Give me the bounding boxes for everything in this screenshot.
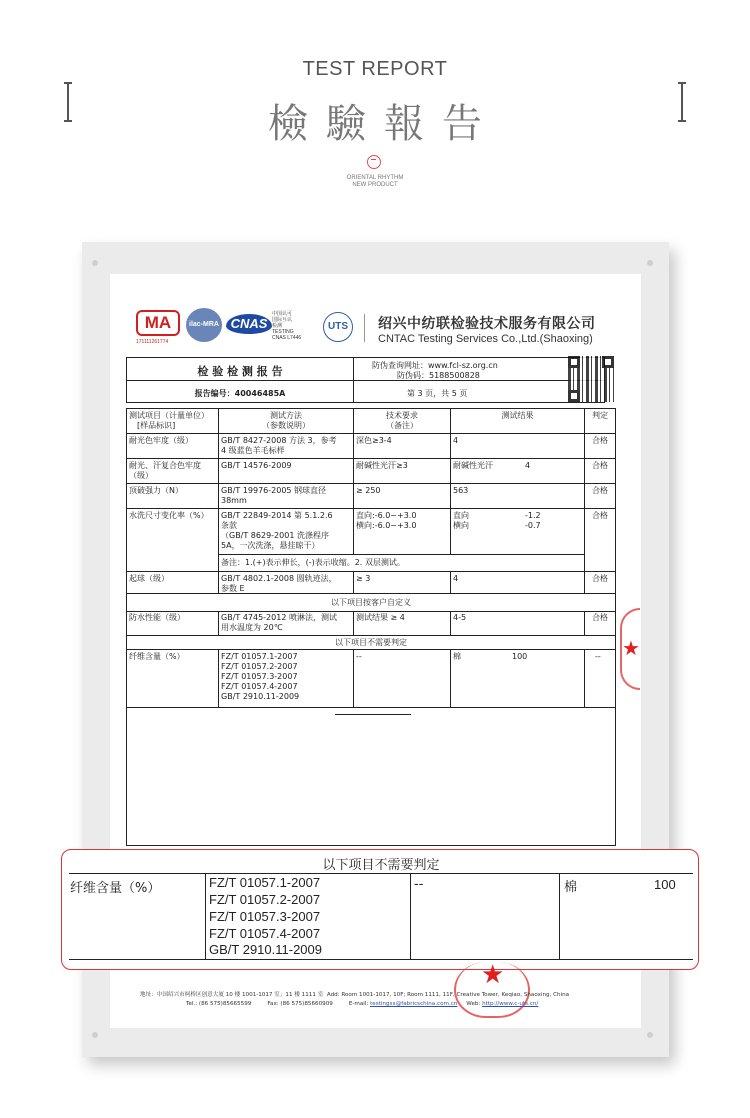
anti-fake-code: 防伪码：5188500828 [397, 371, 480, 380]
table-row-item: 起球（级） [129, 574, 169, 583]
table-row-result: 4-5 [453, 613, 467, 622]
table-row-method: FZ/T 01057.4-2007 [221, 682, 298, 691]
footer-fax: Fax: (86 575)85660909 [267, 1001, 333, 1007]
table-row-requirement: 耐碱性光汗≥3 [356, 461, 408, 470]
zoom-method: FZ/T 01057.1-2007 [209, 875, 321, 890]
screw-icon [647, 1032, 653, 1038]
cnas-caption-line: CNAS L7446 [272, 335, 302, 341]
table-row-result: 4 [453, 574, 459, 583]
report-number-value: 40046485A [234, 389, 286, 398]
col-method-header: 测试方法 [270, 411, 302, 420]
table-row-method: 4 级蓝色羊毛标样 [221, 446, 285, 455]
table-row-method: 38mm [221, 496, 247, 505]
table-row-method: GB/T 19976-2005 钢球直径 [221, 486, 327, 495]
table-row-method: 5A，一次洗涤，悬挂晾干） [221, 541, 320, 550]
company-name-cn: 绍兴中纺联检验技术服务有限公司 [378, 316, 596, 332]
cnas-caption-line: 国际互认 [272, 317, 293, 323]
table-row-result: -1.2 [525, 511, 541, 520]
table-row-item: 纤维含量（%） [129, 652, 185, 661]
star-icon: ★ [622, 636, 640, 660]
table-row-result: -0.7 [525, 521, 541, 530]
test-report-heading: TEST REPORT [302, 58, 448, 80]
table-row-method: GB/T 4802.1-2008 圆轨迹法， [221, 574, 337, 583]
table-row-item: 水洗尺寸变化率（%） [129, 511, 209, 520]
zoom-result: 100 [654, 877, 676, 892]
table-row-requirement: ≥ 3 [356, 574, 371, 583]
footer-email-link[interactable]: testingsx@fabricschina.com.cn [370, 1001, 458, 1007]
table-row-result: 4 [453, 436, 459, 445]
screw-icon [647, 260, 653, 266]
cnas-caption-line: 中国认可 [272, 311, 293, 317]
table-row-requirement: 横向:-6.0~+3.0 [356, 521, 417, 530]
footer-contact [186, 1001, 666, 1007]
table-row-note: 备注：1.(+)表示伸长，(-)表示收缩。2. 双层测试。 [221, 558, 405, 567]
cnas-caption-line: TESTING [272, 329, 294, 335]
brand-line-2: NEW PRODUCT [352, 182, 398, 188]
anti-fake-site: 防伪查询网址：www.fcl-sz.org.cn [372, 361, 498, 370]
table-row-result-label: 耐碱性光汗 [453, 461, 493, 470]
col-judgement-header: 判定 [592, 411, 608, 420]
zoom-section-title: 以下项目不需要判定 [322, 858, 440, 873]
chinese-title: 檢驗報告 [268, 101, 500, 147]
report-number-label: 报告编号： [194, 389, 235, 398]
table-row-method: 条款 [221, 521, 237, 530]
table-row-judgement: 合格 [592, 486, 608, 495]
table-row-result-label: 直向 [453, 511, 469, 520]
table-row-result: 563 [453, 486, 469, 495]
table-row-method: GB/T 22849-2014 第 5.1.2.6 [221, 511, 333, 520]
table-row-requirement: 测试结果 ≥ 4 [356, 613, 405, 622]
screw-icon [92, 1032, 98, 1038]
table-row-item: （级） [129, 471, 153, 480]
zoom-method: GB/T 2910.11-2009 [209, 942, 322, 957]
table-row-method: GB/T 14576-2009 [221, 461, 292, 470]
zoom-result-label: 棉 [564, 880, 578, 895]
col-requirement-subheader: （备注） [386, 421, 418, 430]
table-row-judgement: -- [595, 652, 601, 661]
table-row-judgement: 合格 [592, 574, 608, 583]
table-row-item: 耐光色牢度（级） [129, 436, 193, 445]
col-result-header: 测试结果 [501, 411, 534, 420]
report-number [127, 388, 353, 399]
zoom-requirement: -- [414, 877, 424, 892]
table-row-method: GB/T 2910.11-2009 [221, 692, 300, 701]
table-row-method: FZ/T 01057.2-2007 [221, 662, 298, 671]
table-row-method: FZ/T 01057.3-2007 [221, 672, 298, 681]
table-row-method: FZ/T 01057.1-2007 [221, 652, 298, 661]
col-item-subheader: [样品标识] [137, 421, 176, 430]
table-row-method: 参数 E [221, 584, 245, 593]
ilac-logo: ilac-MRA [186, 308, 222, 342]
section-customer-defined: 以下项目按客户自定义 [331, 598, 411, 607]
table-row-item: 顶破强力（N） [129, 486, 183, 495]
footer-address-en: Add: Room 1001-1017, 10F; Room 1111, 11F, Creative Tower, Keqiao, Shaoxing, China [326, 992, 570, 998]
cnas-caption-line: 检测 [272, 323, 283, 329]
cma-logo: MA [136, 310, 180, 336]
cnas-logo: CNAS [226, 314, 272, 334]
zoom-item: 纤维含量（%） [70, 881, 161, 896]
table-row-method: GB/T 8427-2008 方法 3，参考 [221, 436, 337, 445]
brand-logo-icon [367, 155, 381, 169]
qr-code [568, 356, 614, 402]
col-method-subheader: （参数说明） [262, 421, 310, 430]
footer-address-cn: 地址：中国绍兴市柯桥区创意大厦 10 楼 1001-1017 室；11 楼 1111 室 [140, 992, 324, 998]
zoom-method: FZ/T 01057.4-2007 [209, 926, 321, 941]
footer-email-label: E-mail: [348, 1001, 369, 1007]
table-row-judgement: 合格 [592, 613, 608, 622]
company-name-en: CNTAC Testing Services Co.,Ltd.(Shaoxing) [378, 333, 593, 345]
cnas-caption [272, 311, 312, 341]
footer-web-link[interactable]: http://www.c-uts.cn/ [482, 1001, 539, 1007]
table-row-method: （GB/T 8629-2001 洗涤程序 [221, 531, 329, 540]
table-row-result-label: 棉 [453, 652, 461, 661]
uts-logo: UTS [323, 312, 353, 342]
table-row-method: 用水温度为 20℃ [221, 623, 283, 632]
table-row-requirement: ≥ 250 [356, 486, 381, 495]
table-row-item: 耐光、汗复合色牢度 [129, 461, 201, 470]
page-info: 第 3 页，共 5 页 [407, 389, 468, 398]
table-row-judgement: 合格 [592, 436, 608, 445]
table-row-requirement: 直向:-6.0~+3.0 [356, 511, 417, 520]
report-title: 检 验 检 测 报 告 [197, 365, 283, 378]
table-row-item: 防水性能（级） [129, 613, 185, 622]
brand-caption [0, 175, 750, 189]
footer-tel: Tel.: (86 575)85665599 [186, 1001, 252, 1007]
table-row-result-label: 横向 [453, 521, 469, 530]
zoom-method: FZ/T 01057.2-2007 [209, 892, 321, 907]
footer-web-label: Web: [466, 1001, 481, 1007]
star-icon: ★ [481, 960, 505, 990]
report-heading-box [126, 357, 605, 403]
table-row-result: 100 [512, 652, 528, 661]
cma-number: 171111261774 [136, 339, 169, 345]
table-row-method: GB/T 4745-2012 喷淋法，测试 [221, 613, 337, 622]
table-row-result: 4 [525, 461, 531, 470]
table-row-judgement: 合格 [592, 461, 608, 470]
table-row-requirement: 深色≥3-4 [356, 436, 392, 445]
section-no-judgement: 以下项目不需要判定 [335, 638, 407, 647]
zoomed-fiber-content-row [61, 849, 699, 970]
test-results-table [126, 408, 616, 846]
footer-address [140, 990, 620, 998]
col-requirement-header: 技术要求 [386, 411, 418, 420]
zoom-method: FZ/T 01057.3-2007 [209, 909, 321, 924]
col-item-header: 测试项目（计量单位） [129, 411, 209, 420]
screw-icon [92, 260, 98, 266]
table-row-requirement: -- [356, 652, 362, 661]
logo-divider [364, 314, 365, 342]
brand-line-1: ORIENTAL RHYTHM [346, 175, 404, 181]
table-row-judgement: 合格 [592, 511, 608, 520]
